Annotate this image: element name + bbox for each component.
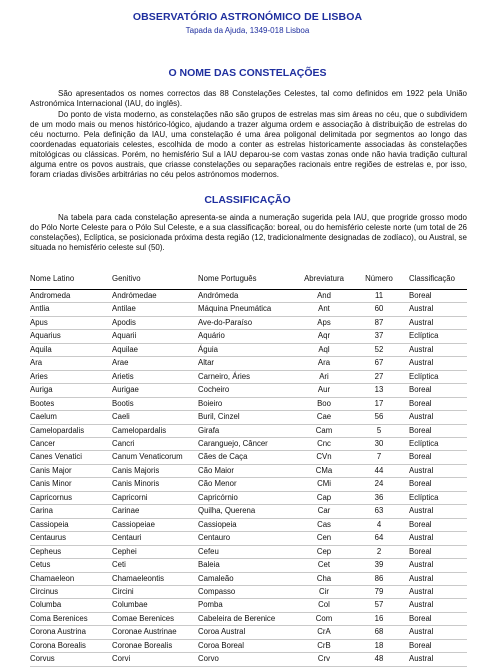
portuguese-name-cell: Coroa Boreal [198, 639, 295, 652]
genitive-cell: Cancri [112, 437, 198, 450]
classification-cell: Eclíptica [405, 491, 467, 504]
table-row [30, 384, 467, 397]
portuguese-name-cell: Cassiopeia [198, 518, 295, 531]
portuguese-name-cell: Capricórnio [198, 491, 295, 504]
classification-paragraph: Na tabela para cada constelação apresenta-se ainda a numeração sugerida pela IAU, que progride grosso modo do Pólo Norte Celeste para o Pólo Sul Celeste, e a sua classificação: boreal, ou do hemisfério celeste norte (um total de 26 constelações), Eclíptica, se posicionada próxima desta região (12, tradicionalmente designadas de zodíaco), ou Austral, se situada no hemisfério celeste sul (50). [30, 213, 467, 252]
number-cell: 16 [353, 612, 405, 625]
number-cell: 87 [353, 316, 405, 329]
genitive-cell: Columbae [112, 599, 198, 612]
genitive-cell: Antilae [112, 303, 198, 316]
genitive-cell: Canis Majoris [112, 464, 198, 477]
header-number: Número [353, 269, 405, 290]
portuguese-name-cell: Centauro [198, 532, 295, 545]
constellation-table [30, 269, 467, 667]
abbreviation-cell: Ari [295, 370, 353, 383]
abbreviation-cell: CMi [295, 478, 353, 491]
portuguese-name-cell: Camaleão [198, 572, 295, 585]
classification-cell: Boreal [405, 545, 467, 558]
abbreviation-cell: Aql [295, 343, 353, 356]
section-title-classification: CLASSIFICAÇÃO [204, 194, 291, 206]
table-row [30, 585, 467, 598]
classification-cell: Boreal [405, 639, 467, 652]
abbreviation-cell: Col [295, 599, 353, 612]
classification-cell: Boreal [405, 451, 467, 464]
abbreviation-cell: Cae [295, 411, 353, 424]
genitive-cell: Aurigae [112, 384, 198, 397]
portuguese-name-cell: Cefeu [198, 545, 295, 558]
latin-name-cell: Canes Venatici [30, 451, 112, 464]
table-row [30, 478, 467, 491]
number-cell: 86 [353, 572, 405, 585]
abbreviation-cell: CVn [295, 451, 353, 464]
latin-name-cell: Auriga [30, 384, 112, 397]
table-row [30, 639, 467, 652]
genitive-cell: Andrómedae [112, 290, 198, 303]
portuguese-name-cell: Andrómeda [198, 290, 295, 303]
table-row [30, 303, 467, 316]
portuguese-name-cell: Pomba [198, 599, 295, 612]
classification-cell: Austral [405, 626, 467, 639]
portuguese-name-cell: Cabeleira de Berenice [198, 612, 295, 625]
abbreviation-cell: Com [295, 612, 353, 625]
number-cell: 4 [353, 518, 405, 531]
header-abbreviation: Abreviatura [295, 269, 353, 290]
portuguese-name-cell: Carneiro, Áries [198, 370, 295, 383]
genitive-cell: Carinae [112, 505, 198, 518]
abbreviation-cell: Cap [295, 491, 353, 504]
genitive-cell: Canis Minoris [112, 478, 198, 491]
classification-cell: Eclíptica [405, 370, 467, 383]
classification-cell: Boreal [405, 478, 467, 491]
table-row [30, 316, 467, 329]
abbreviation-cell: And [295, 290, 353, 303]
classification-cell: Boreal [405, 518, 467, 531]
latin-name-cell: Coma Berenices [30, 612, 112, 625]
table-row [30, 290, 467, 303]
portuguese-name-cell: Altar [198, 357, 295, 370]
table-row [30, 599, 467, 612]
latin-name-cell: Corona Austrina [30, 626, 112, 639]
table-row [30, 451, 467, 464]
genitive-cell: Apodis [112, 316, 198, 329]
portuguese-name-cell: Girafa [198, 424, 295, 437]
classification-cell: Boreal [405, 612, 467, 625]
abbreviation-cell: CMa [295, 464, 353, 477]
header-classification: Classificação [405, 269, 467, 290]
abbreviation-cell: Cnc [295, 437, 353, 450]
latin-name-cell: Antlia [30, 303, 112, 316]
portuguese-name-cell: Corvo [198, 653, 295, 666]
latin-name-cell: Andromeda [30, 290, 112, 303]
number-cell: 57 [353, 599, 405, 612]
table-header-row [30, 269, 467, 290]
portuguese-name-cell: Compasso [198, 585, 295, 598]
table-row [30, 653, 467, 666]
latin-name-cell: Canis Major [30, 464, 112, 477]
abbreviation-cell: Car [295, 505, 353, 518]
abbreviation-cell: CrA [295, 626, 353, 639]
classification-cell: Austral [405, 357, 467, 370]
number-cell: 37 [353, 330, 405, 343]
abbreviation-cell: Ara [295, 357, 353, 370]
table-row [30, 518, 467, 531]
number-cell: 24 [353, 478, 405, 491]
table-row [30, 559, 467, 572]
classification-cell: Austral [405, 303, 467, 316]
abbreviation-cell: Aqr [295, 330, 353, 343]
latin-name-cell: Aries [30, 370, 112, 383]
classification-cell: Austral [405, 599, 467, 612]
latin-name-cell: Aquila [30, 343, 112, 356]
number-cell: 36 [353, 491, 405, 504]
latin-name-cell: Cancer [30, 437, 112, 450]
classification-cell: Austral [405, 505, 467, 518]
portuguese-name-cell: Cocheiro [198, 384, 295, 397]
genitive-cell: Cassiopeiae [112, 518, 198, 531]
number-cell: 60 [353, 303, 405, 316]
classification-cell: Austral [405, 653, 467, 666]
intro-paragraph: São apresentados os nomes correctos das 88 Constelações Celestes, tal como definidos em 1922 pela União Astronómica Internacional (IAU, do inglês). [30, 89, 467, 108]
table-row [30, 370, 467, 383]
number-cell: 56 [353, 411, 405, 424]
table-row [30, 626, 467, 639]
number-cell: 11 [353, 290, 405, 303]
latin-name-cell: Circinus [30, 585, 112, 598]
number-cell: 17 [353, 397, 405, 410]
number-cell: 63 [353, 505, 405, 518]
table-row [30, 330, 467, 343]
genitive-cell: Coronae Austrinae [112, 626, 198, 639]
modern-definition-paragraph: Do ponto de vista moderno, as constelações não são grupos de estrelas mas sim áreas no céu, que o subdividem de um modo mais ou menos histórico-lógico, ajudando a trazer alguma ordem e associação à distribuição de estrelas do céu nocturno. Pela definição da IAU, uma constelação é uma área poligonal delimitada por segmentos ao longo das coordenadas equatoriais celestes, escolhida de modo a conter as estrelas historicamente associadas às constelações mitológicas ou clássicas. Porém, no hemisfério Sul a IAU deparou-se com vastas zonas onde não havia tradição cultural alguma entre os povos austrais, que criasse constelações ou separações racionais entre regiões de estrelas e, por isso, foram criadas divisões arbitrárias no céu pelos astrónomos modernos. [30, 110, 467, 179]
table-row [30, 357, 467, 370]
number-cell: 7 [353, 451, 405, 464]
latin-name-cell: Cetus [30, 559, 112, 572]
abbreviation-cell: Boo [295, 397, 353, 410]
number-cell: 48 [353, 653, 405, 666]
classification-cell: Austral [405, 464, 467, 477]
number-cell: 64 [353, 532, 405, 545]
classification-cell: Boreal [405, 384, 467, 397]
abbreviation-cell: Cas [295, 518, 353, 531]
abbreviation-cell: Cam [295, 424, 353, 437]
latin-name-cell: Centaurus [30, 532, 112, 545]
section-title-names: O NOME DAS CONSTELAÇÕES [168, 67, 327, 79]
number-cell: 30 [353, 437, 405, 450]
portuguese-name-cell: Coroa Austral [198, 626, 295, 639]
classification-cell: Boreal [405, 290, 467, 303]
genitive-cell: Arietis [112, 370, 198, 383]
number-cell: 52 [353, 343, 405, 356]
genitive-cell: Bootis [112, 397, 198, 410]
number-cell: 79 [353, 585, 405, 598]
table-row [30, 572, 467, 585]
classification-cell: Boreal [405, 424, 467, 437]
number-cell: 27 [353, 370, 405, 383]
genitive-cell: Arae [112, 357, 198, 370]
latin-name-cell: Caelum [30, 411, 112, 424]
number-cell: 68 [353, 626, 405, 639]
organization-address: Tapada da Ajuda, 1349-018 Lisboa [185, 26, 310, 35]
header-portuguese-name: Nome Português [198, 269, 295, 290]
genitive-cell: Camelopardalis [112, 424, 198, 437]
genitive-cell: Ceti [112, 559, 198, 572]
header-latin-name: Nome Latino [30, 269, 112, 290]
number-cell: 44 [353, 464, 405, 477]
latin-name-cell: Capricornus [30, 491, 112, 504]
classification-cell: Boreal [405, 397, 467, 410]
abbreviation-cell: CrB [295, 639, 353, 652]
genitive-cell: Comae Berenices [112, 612, 198, 625]
number-cell: 18 [353, 639, 405, 652]
portuguese-name-cell: Baleia [198, 559, 295, 572]
classification-cell: Austral [405, 316, 467, 329]
genitive-cell: Caeli [112, 411, 198, 424]
classification-cell: Eclíptica [405, 330, 467, 343]
portuguese-name-cell: Águia [198, 343, 295, 356]
table-row [30, 464, 467, 477]
genitive-cell: Capricorni [112, 491, 198, 504]
latin-name-cell: Cassiopeia [30, 518, 112, 531]
abbreviation-cell: Aps [295, 316, 353, 329]
portuguese-name-cell: Boieiro [198, 397, 295, 410]
classification-cell: Austral [405, 411, 467, 424]
abbreviation-cell: Cet [295, 559, 353, 572]
latin-name-cell: Aquarius [30, 330, 112, 343]
genitive-cell: Chamaeleontis [112, 572, 198, 585]
table-row [30, 545, 467, 558]
table-row [30, 437, 467, 450]
classification-cell: Austral [405, 343, 467, 356]
portuguese-name-cell: Cão Menor [198, 478, 295, 491]
portuguese-name-cell: Cães de Caça [198, 451, 295, 464]
portuguese-name-cell: Máquina Pneumática [198, 303, 295, 316]
abbreviation-cell: Cep [295, 545, 353, 558]
genitive-cell: Aquarii [112, 330, 198, 343]
abbreviation-cell: Crv [295, 653, 353, 666]
latin-name-cell: Cepheus [30, 545, 112, 558]
number-cell: 5 [353, 424, 405, 437]
header-genitive: Genitivo [112, 269, 198, 290]
genitive-cell: Corvi [112, 653, 198, 666]
table-row [30, 532, 467, 545]
number-cell: 13 [353, 384, 405, 397]
portuguese-name-cell: Ave-do-Paraíso [198, 316, 295, 329]
number-cell: 39 [353, 559, 405, 572]
table-row [30, 491, 467, 504]
portuguese-name-cell: Caranguejo, Câncer [198, 437, 295, 450]
classification-cell: Austral [405, 585, 467, 598]
table-row [30, 505, 467, 518]
latin-name-cell: Ara [30, 357, 112, 370]
number-cell: 67 [353, 357, 405, 370]
table-row [30, 424, 467, 437]
latin-name-cell: Corvus [30, 653, 112, 666]
latin-name-cell: Carina [30, 505, 112, 518]
table-row [30, 397, 467, 410]
table-row [30, 411, 467, 424]
genitive-cell: Centauri [112, 532, 198, 545]
abbreviation-cell: Ant [295, 303, 353, 316]
genitive-cell: Aquilae [112, 343, 198, 356]
latin-name-cell: Canis Minor [30, 478, 112, 491]
abbreviation-cell: Cir [295, 585, 353, 598]
abbreviation-cell: Cen [295, 532, 353, 545]
genitive-cell: Canum Venaticorum [112, 451, 198, 464]
table-row [30, 612, 467, 625]
latin-name-cell: Columba [30, 599, 112, 612]
latin-name-cell: Apus [30, 316, 112, 329]
portuguese-name-cell: Cão Maior [198, 464, 295, 477]
abbreviation-cell: Aur [295, 384, 353, 397]
table-row [30, 343, 467, 356]
latin-name-cell: Chamaeleon [30, 572, 112, 585]
number-cell: 2 [353, 545, 405, 558]
classification-cell: Austral [405, 532, 467, 545]
portuguese-name-cell: Aquário [198, 330, 295, 343]
latin-name-cell: Bootes [30, 397, 112, 410]
portuguese-name-cell: Quilha, Querena [198, 505, 295, 518]
abbreviation-cell: Cha [295, 572, 353, 585]
portuguese-name-cell: Buril, Cinzel [198, 411, 295, 424]
latin-name-cell: Corona Borealis [30, 639, 112, 652]
classification-cell: Austral [405, 572, 467, 585]
genitive-cell: Cephei [112, 545, 198, 558]
classification-cell: Austral [405, 559, 467, 572]
classification-cell: Eclíptica [405, 437, 467, 450]
genitive-cell: Coronae Borealis [112, 639, 198, 652]
genitive-cell: Circini [112, 585, 198, 598]
organization-name: OBSERVATÓRIO ASTRONÓMICO DE LISBOA [132, 11, 363, 23]
latin-name-cell: Camelopardalis [30, 424, 112, 437]
